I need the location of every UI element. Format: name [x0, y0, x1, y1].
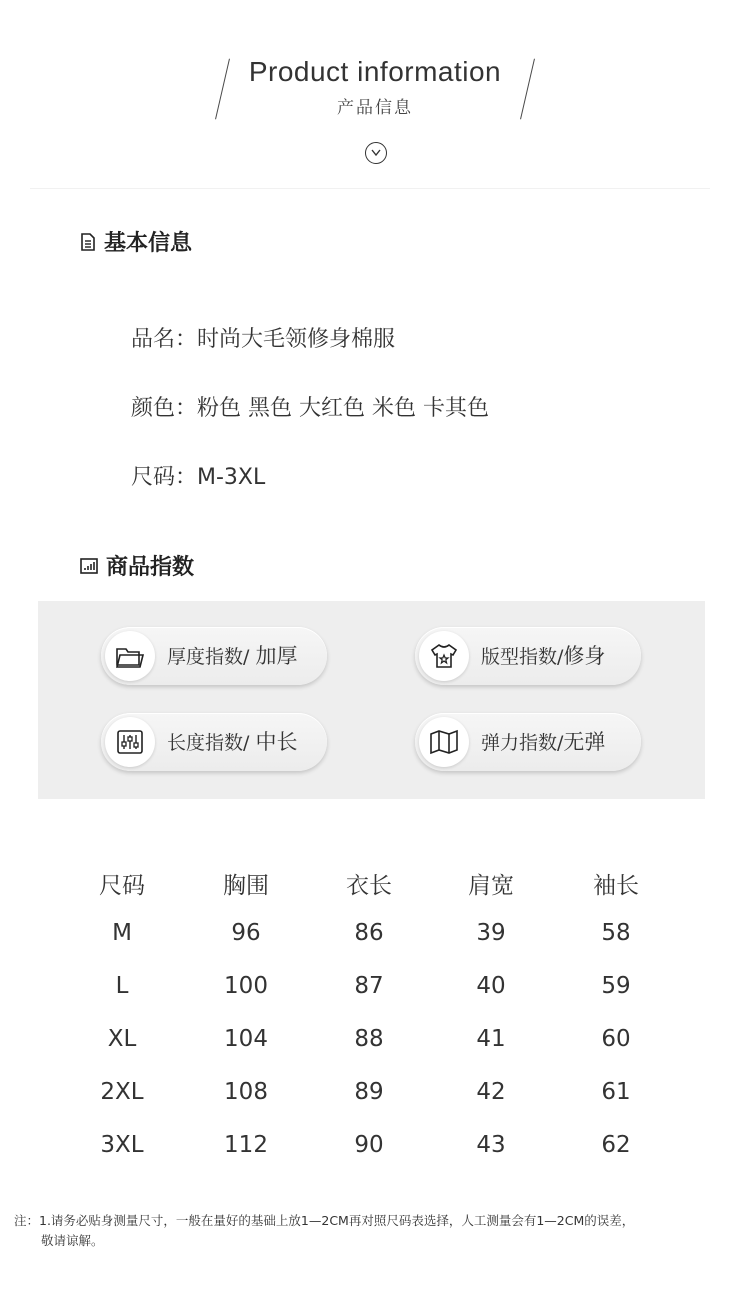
table-cell: 3XL: [100, 1131, 144, 1158]
table-cell: L: [115, 972, 129, 999]
table-cell: 41: [476, 1025, 506, 1052]
table-cell: 87: [354, 972, 384, 999]
basic-info-title: 基本信息: [104, 231, 193, 256]
index-label: 厚度指数/: [167, 646, 250, 668]
index-label: 版型指数/: [481, 646, 564, 668]
tshirt-icon: [419, 631, 469, 681]
note-line-1: 注：1.请务必贴身测量尺寸，一般在量好的基础上放1—2CM再对照尺码表选择，人工测量会有1—2CM的误差，: [14, 1213, 635, 1228]
table-header-cell: 胸围: [223, 872, 269, 899]
table-cell: 88: [354, 1025, 384, 1052]
table-cell: 112: [224, 1131, 268, 1158]
table-cell: 58: [601, 919, 631, 946]
sliders-icon: [105, 717, 155, 767]
index-value: 无弹: [563, 730, 606, 754]
index-label: 弹力指数/: [481, 732, 564, 754]
product-colors: 颜色：粉色 黑色 大红色 米色 卡其色: [131, 396, 489, 421]
product-index-heading: [80, 550, 194, 581]
index-label: 长度指数/: [167, 732, 250, 754]
document-icon: [80, 233, 96, 251]
table-header-cell: 袖长: [593, 872, 639, 899]
index-thickness: [101, 627, 327, 685]
table-cell: 42: [476, 1078, 506, 1105]
table-row: [60, 1118, 680, 1171]
index-elasticity: [415, 713, 641, 771]
index-value: 中长: [255, 730, 298, 754]
table-cell: 60: [601, 1025, 631, 1052]
index-fit: [415, 627, 641, 685]
table-cell: 62: [601, 1131, 631, 1158]
product-sizes: 尺码：M-3XL: [131, 465, 266, 490]
table-cell: 43: [476, 1131, 506, 1158]
header-divider: [30, 188, 710, 189]
table-row: [60, 906, 680, 959]
measurement-note: [14, 1211, 714, 1251]
table-cell: 89: [354, 1078, 384, 1105]
table-cell: 86: [354, 919, 384, 946]
table-cell: 40: [476, 972, 506, 999]
product-name: 品名：时尚大毛领修身棉服: [131, 327, 396, 352]
index-value: 修身: [563, 644, 606, 668]
table-header-cell: 尺码: [99, 872, 145, 899]
table-cell: 108: [224, 1078, 268, 1105]
chevron-down-icon: [365, 142, 387, 164]
table-row: [60, 959, 680, 1012]
table-cell: 2XL: [100, 1078, 144, 1105]
index-panel: [38, 601, 705, 799]
table-cell: M: [112, 919, 132, 946]
table-header-cell: 衣长: [346, 872, 392, 899]
table-cell: 90: [354, 1131, 384, 1158]
table-cell: 96: [231, 919, 261, 946]
map-icon: [419, 717, 469, 767]
folder-icon: [105, 631, 155, 681]
note-line-2: 敬请谅解。: [41, 1233, 104, 1248]
table-row: [60, 1065, 680, 1118]
table-cell: XL: [107, 1025, 137, 1052]
size-table: [60, 860, 680, 1171]
table-cell: 61: [601, 1078, 631, 1105]
product-index-title: 商品指数: [106, 555, 195, 580]
table-cell: 100: [224, 972, 268, 999]
table-cell: 104: [224, 1025, 268, 1052]
table-row: [60, 1012, 680, 1065]
table-cell: 39: [476, 919, 506, 946]
bar-chart-icon: [80, 558, 98, 574]
index-length: [101, 713, 327, 771]
page-subtitle: 产品信息: [337, 98, 413, 118]
basic-info-heading: [80, 226, 192, 257]
table-header-cell: 肩宽: [468, 872, 514, 899]
page-title: Product information: [248, 56, 502, 87]
table-cell: 59: [601, 972, 631, 999]
table-header-row: [60, 860, 680, 906]
index-value: 加厚: [255, 644, 298, 668]
